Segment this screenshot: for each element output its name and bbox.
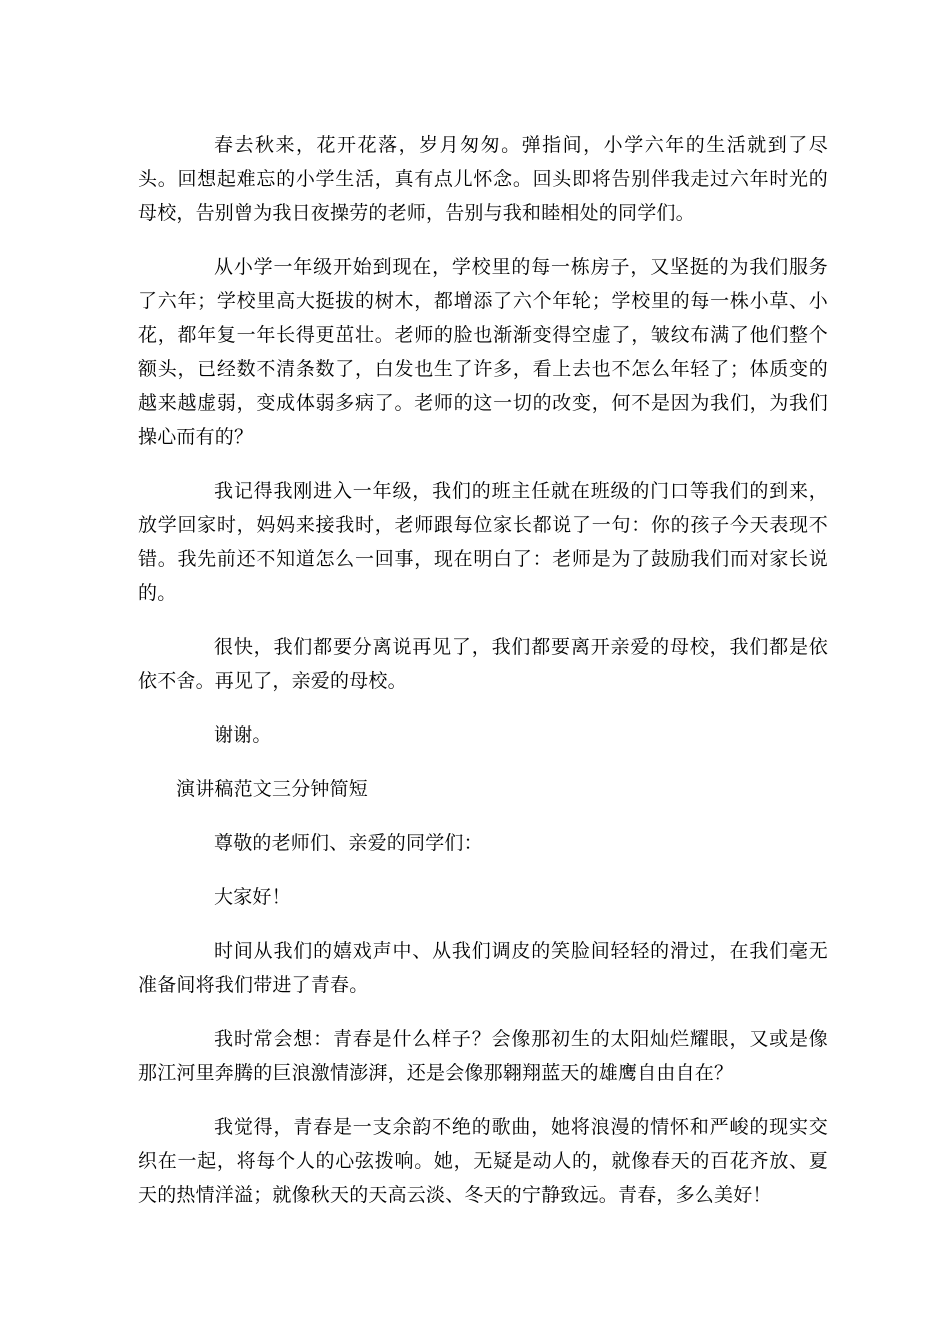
paragraph: 我时常会想：青春是什么样子？会像那初生的太阳灿烂耀眼，又或是像那江河里奔腾的巨浪激情澎湃，还是会像那翱翔蓝天的雄鹰自由自在？ <box>138 1028 828 1084</box>
paragraph: 时间从我们的嬉戏声中、从我们调皮的笑脸间轻轻的滑过，在我们毫无准备间将我们带进了青春。 <box>138 940 828 996</box>
paragraph: 从小学一年级开始到现在，学校里的每一栋房子，又坚挺的为我们服务了六年；学校里高大挺拔的树木，都增添了六个年轮；学校里的每一株小草、小花，都年复一年长得更茁壮。老师的脸也渐渐变得空虚了，皱纹布满了他们整个额头，已经数不清条数了，白发也生了许多，看上去也不怎么年轻了；体质变的越来越虚弱，变成体弱多病了。老师的这一切的改变，何不是因为我们，为我们操心而有的？ <box>138 256 828 448</box>
paragraph: 我觉得，青春是一支余韵不绝的歌曲，她将浪漫的情怀和严峻的现实交织在一起，将每个人的心弦拨响。她，无疑是动人的，就像春天的百花齐放、夏天的热情洋溢；就像秋天的天高云淡、冬天的宁静致远。青春，多么美好！ <box>138 1116 828 1206</box>
section-title: 演讲稿范文三分钟简短 <box>176 778 369 800</box>
greeting: 大家好！ <box>214 886 291 908</box>
paragraph: 很快，我们都要分离说再见了，我们都要离开亲爱的母校，我们都是依依不舍。再见了，亲爱的母校。 <box>138 636 828 692</box>
document-body <box>138 128 828 1232</box>
paragraph: 春去秋来，花开花落，岁月匆匆。弹指间，小学六年的生活就到了尽头。回想起难忘的小学生活，真有点儿怀念。回头即将告别伴我走过六年时光的母校，告别曾为我日夜操劳的老师，告别与我和睦相处的同学们。 <box>138 134 828 224</box>
paragraph: 我记得我刚进入一年级，我们的班主任就在班级的门口等我们的到来，放学回家时，妈妈来接我时，老师跟每位家长都说了一句：你的孩子今天表现不错。我先前还不知道怎么一回事，现在明白了：老师是为了鼓励我们而对家长说的。 <box>138 480 828 604</box>
salutation: 尊敬的老师们、亲爱的同学们： <box>214 832 483 854</box>
closing-thanks: 谢谢。 <box>214 724 272 746</box>
